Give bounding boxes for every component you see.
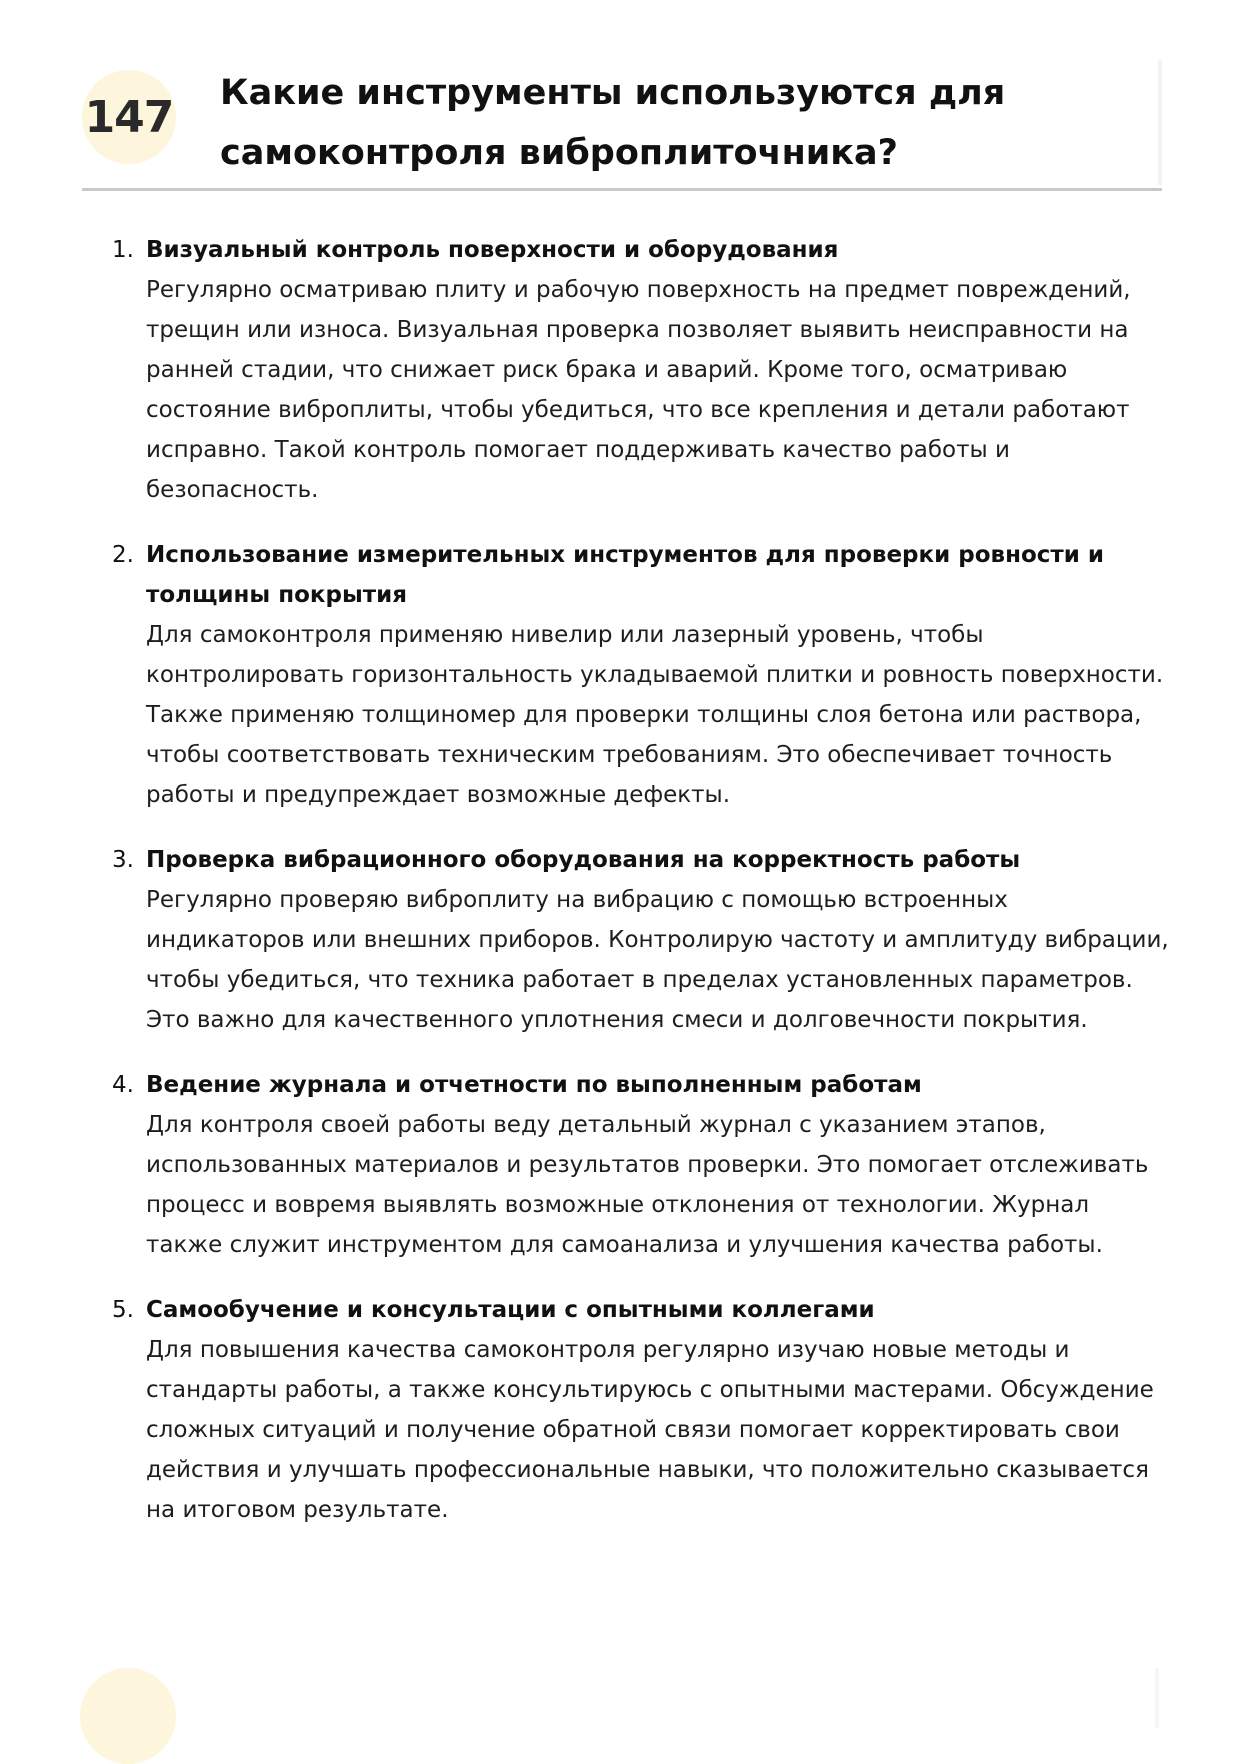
item-number: 5. [112,1297,134,1323]
list-item [112,230,1172,510]
item-number: 3. [112,847,134,873]
item-title: Визуальный контроль поверхности и оборудования [146,237,839,263]
item-number: 1. [112,237,134,263]
list-item [112,840,1172,1040]
item-title: Проверка вибрационного оборудования на корректность работы [146,847,1021,873]
item-text: Регулярно осматриваю плиту и рабочую поверхность на предмет повреждений, трещин или износа. Визуальная проверка позволяет выявить неисправности на ранней стадии, что снижает риск брака и аварий. Кроме того, осматриваю состояние виброплиты, чтобы убедиться, что все крепления и детали работают исправно. Такой контроль помогает поддерживать качество работы и безопасность. [146,277,1131,503]
question-number: 147 [84,91,174,143]
header-shade [1158,60,1162,185]
footer-decoration [80,1668,176,1764]
list-item [112,1065,1172,1265]
page-title: Какие инструменты используются для самоконтроля виброплиточника? [220,73,1006,173]
item-text: Для контроля своей работы веду детальный журнал с указанием этапов, использованных материалов и результатов проверки. Это помогает отслеживать процесс и вовремя выявлять возможные отклонения от технологии. Журнал также служит инструментом для самоанализа и улучшения качества работы. [146,1112,1149,1258]
item-title: Использование измерительных инструментов для проверки ровности и толщины покрытия [146,542,1104,608]
item-title: Самообучение и консультации с опытными коллегами [146,1297,875,1323]
item-title: Ведение журнала и отчетности по выполненным работам [146,1072,922,1098]
list-item [112,535,1172,815]
item-number: 2. [112,542,134,568]
page-header [82,60,1162,191]
item-text: Для повышения качества самоконтроля регулярно изучаю новые методы и стандарты работы, а также консультируюсь с опытными мастерами. Обсуждение сложных ситуаций и получение обратной связи помогает корректировать свои действия и улучшать профессиональные навыки, что положительно сказывается на итоговом результате. [146,1337,1154,1523]
question-number-badge [82,70,176,164]
item-text: Регулярно проверяю виброплиту на вибрацию с помощью встроенных индикаторов или внешних приборов. Контролирую частоту и амплитуду вибрации, чтобы убедиться, что техника работает в пределах установленных параметров. Это важно для качественного уплотнения смеси и долговечности покрытия. [146,887,1169,1033]
footer-edge-mark [1155,1668,1159,1728]
list-item [112,1290,1172,1530]
item-text: Для самоконтроля применяю нивелир или лазерный уровень, чтобы контролировать горизонтальность укладываемой плитки и ровность поверхности. Также применяю толщиномер для проверки толщины слоя бетона или раствора, чтобы соответствовать техническим требованиям. Это обеспечивает точность работы и предупреждает возможные дефекты. [146,622,1164,808]
answer-list [112,230,1172,1555]
item-number: 4. [112,1072,134,1098]
